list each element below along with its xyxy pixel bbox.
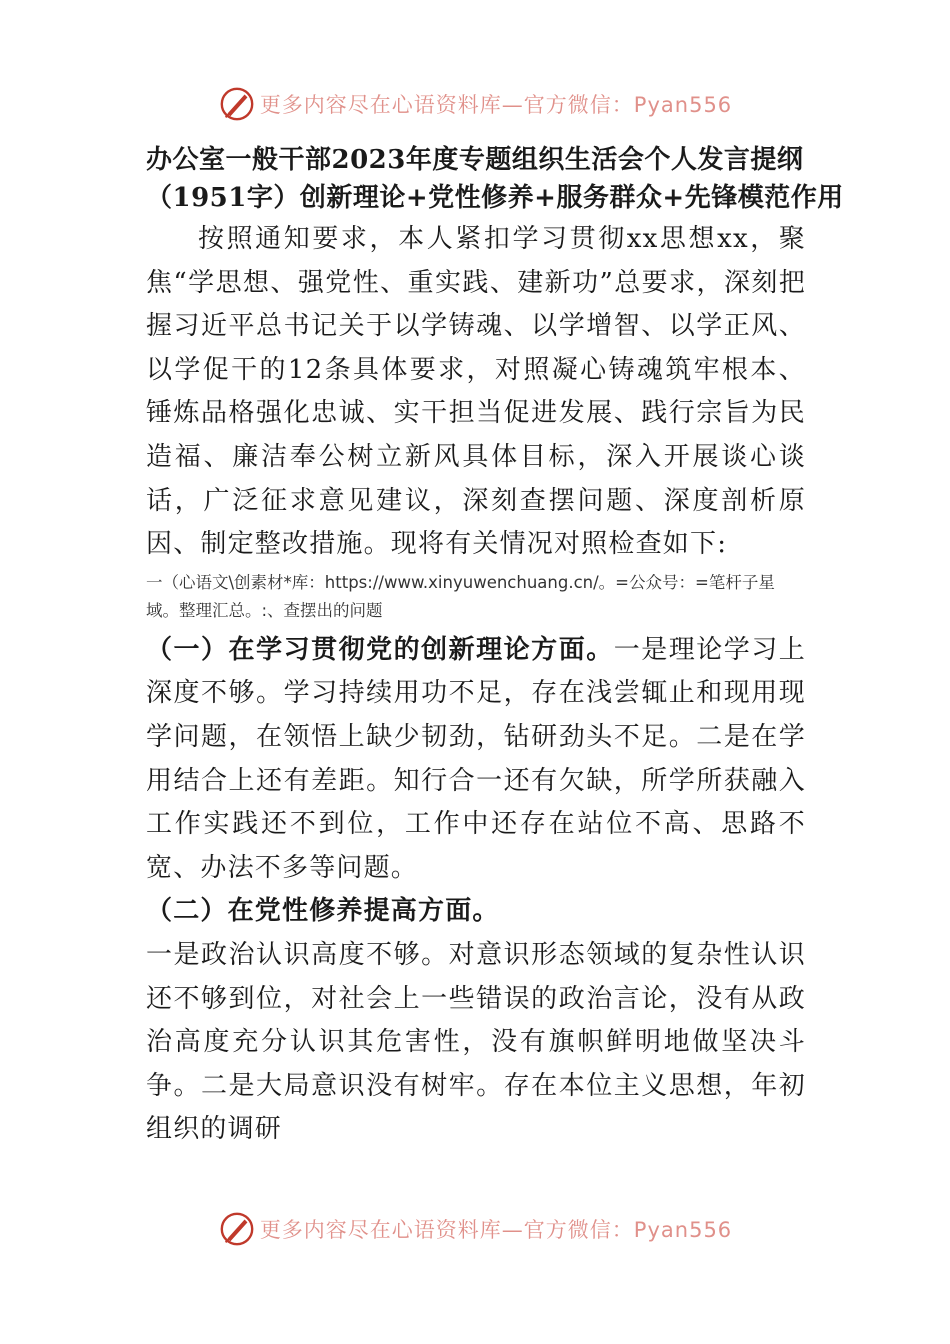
watermark-text: 更多内容尽在心语资料库—官方微信：Pyan556 [259,1218,733,1242]
intro-paragraph: 按照通知要求，本人紧扣学习贯彻xx思想xx，聚焦“学思想、强党性、重实践、建新功”总要求，深刻把握习近平总书记关于以学铸魂、以学增智、以学正风、以学促干的12条具体要求，对照凝心铸魂筑牢根本、锤炼品格强化忠诚、实干担当促进发展、践行宗旨为民造福、廉洁奉公树立新风具体目标，深入开展谈心谈话，广泛征求意见建议，深刻查摆问题、深度剖析原因、制定整改措施。现将有关情况对照检查如下: [146,224,806,560]
document-body [146,142,844,1152]
watermark-text: 更多内容尽在心语资料库—官方微信：Pyan556 [259,93,733,117]
pen-seal-logo-icon [218,85,256,123]
section-1-paragraph [146,629,806,891]
source-note: 一（心语文\创素材*库：https://www.xinyuwenchuang.cn/。=公众号：=笔杆子星域。整理汇总。:、查摆出的问题 [146,572,775,620]
document-title-line-2: （1951字）创新理论+党性修养+服务群众+先锋模范作用 [146,183,844,213]
section-1-heading: （一）在学习贯彻党的创新理论方面。 [146,634,614,665]
document-title-line-1: 办公室一般干部2023年度专题组织生活会个人发言提纲 [146,145,804,175]
section-1-body: 一是理论学习上深度不够。学习持续用功不足，存在浅尝辄止和现用现学问题，在领悟上缺少韧劲，钻研劲头不足。二是在学用结合上还有差距。知行合一还有欠缺，所学所获融入工作实践还不到位，工作中还存在站位不高、思路不宽、办法不多等问题。 [146,634,806,883]
section-2-body: 一是政治认识高度不够。对意识形态领域的复杂性认识还不够到位，对社会上一些错误的政治言论，没有从政治高度充分认识其危害性，没有旗帜鲜明地做坚决斗争。二是大局意识没有树牢。存在本位主义思想，年初组织的调研 [146,939,806,1145]
section-2-heading: （二）在党性修养提高方面。 [146,896,500,927]
pen-seal-logo-icon [218,1210,256,1248]
header-watermark-banner [0,82,950,126]
footer-watermark-banner [0,1207,950,1251]
